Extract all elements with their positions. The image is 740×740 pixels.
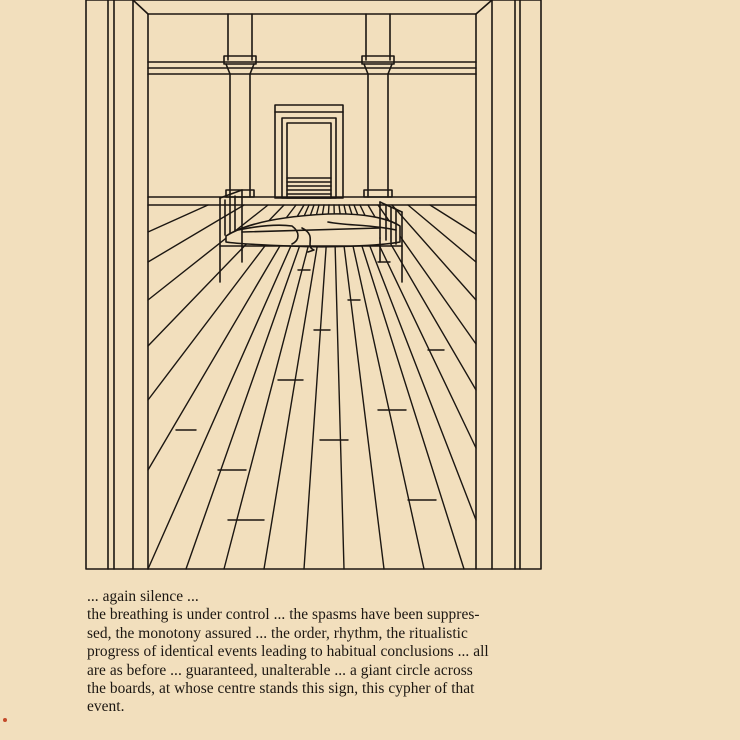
back-wall <box>148 62 476 205</box>
caption-line-3: sed, the monotony assured ... the order, rhythm, the ritualistic <box>87 624 468 642</box>
floorboards <box>148 205 476 569</box>
caption-line-1: ... again silence ... <box>87 588 199 605</box>
page-edge-mark <box>3 718 7 722</box>
door-frame <box>86 0 541 569</box>
far-doorway <box>275 105 343 198</box>
caption-text <box>87 588 557 717</box>
caption-line-5: are as before ... guaranteed, unalterable ... a giant circle across <box>87 661 473 679</box>
ink-illustration-empty-room-with-bed <box>78 0 548 576</box>
caption-line-7: event. <box>87 698 125 716</box>
caption-line-2: the breathing is under control ... the spasms have been suppres- <box>87 606 480 624</box>
caption-line-6: the boards, at whose centre stands this sign, this cypher of that <box>87 680 475 698</box>
caption-line-4: progress of identical events leading to habitual conclusions ... all <box>87 643 489 661</box>
